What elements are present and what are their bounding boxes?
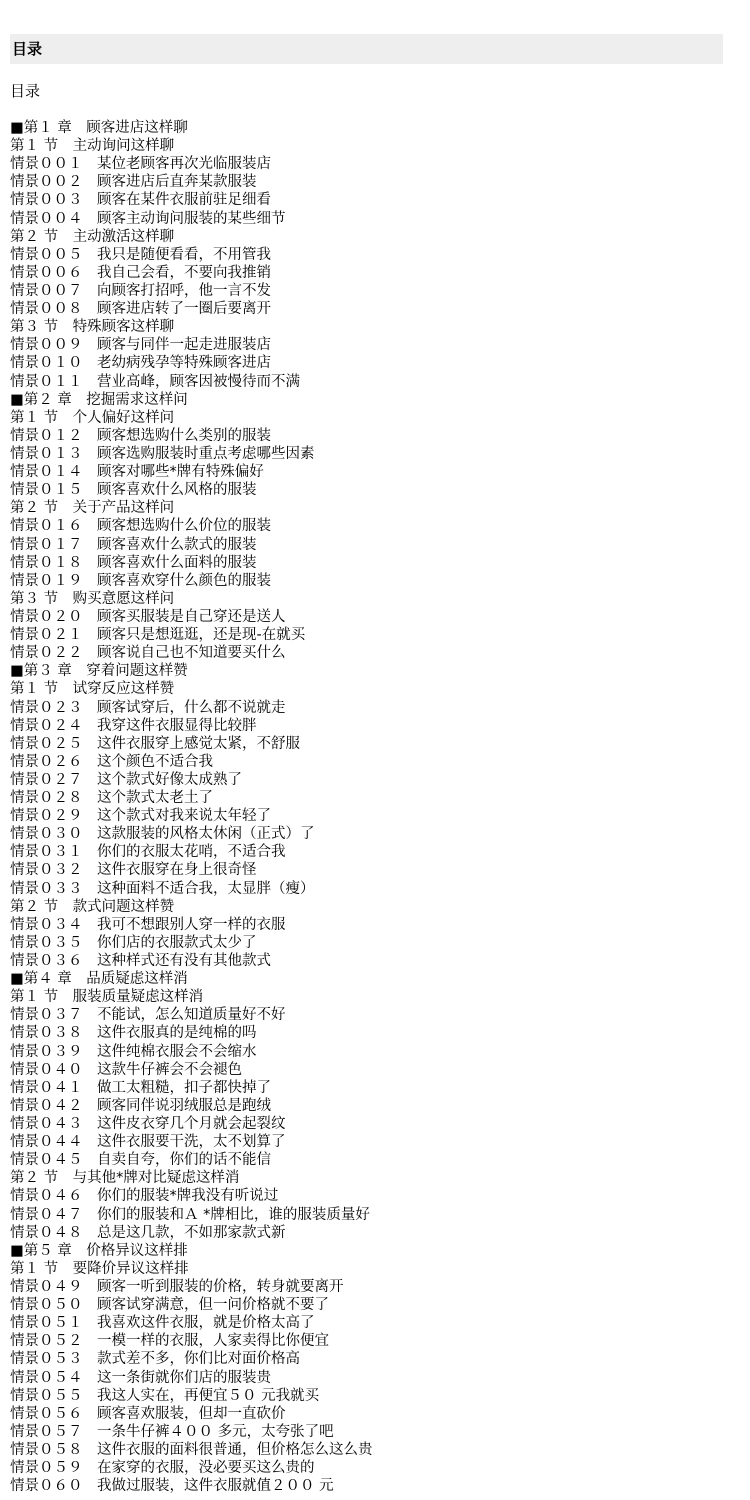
toc-scene: 情景０４０ 这款牛仔裤会不会褪色 [10, 1061, 242, 1078]
toc-scene: 情景０２５ 这件衣服穿上感觉太紧，不舒服 [10, 735, 300, 752]
toc-scene: 情景０２４ 我穿这件衣服显得比较胖 [10, 717, 257, 734]
toc-scene: 情景０１８ 顾客喜欢什么面料的服装 [10, 554, 257, 571]
toc-scene: 情景０１５ 顾客喜欢什么风格的服装 [10, 482, 257, 499]
toc-scene: 情景０３１ 你们的衣服太花哨，不适合我 [10, 844, 286, 861]
toc-scene: 情景００５ 我只是随便看看，不用管我 [10, 246, 271, 263]
toc-scene: 情景０１９ 顾客喜欢穿什么颜色的服装 [10, 572, 271, 589]
toc-scene: 情景０５７ 一条牛仔裤４００ 多元，太夸张了吧 [10, 1423, 334, 1440]
toc-section: 第２ 节 主动激活这样聊 [10, 228, 175, 245]
toc-scene: 情景０３３ 这种面料不适合我，太显胖（瘦） [10, 880, 315, 897]
toc-scene: 情景０４５ 自卖自夸，你们的话不能信 [10, 1152, 271, 1169]
toc-scene: 情景０５４ 这一条街就你们店的服装贵 [10, 1369, 271, 1386]
toc-scene: 情景０５０ 顾客试穿满意，但一问价格就不要了 [10, 1297, 329, 1314]
toc-scene: 情景０５８ 这件衣服的面料很普通，但价格怎么这么贵 [10, 1441, 373, 1458]
toc-scene: 情景００７ 向顾客打招呼，他一言不发 [10, 282, 271, 299]
toc-scene: 情景００８ 顾客进店转了一圈后要离开 [10, 301, 271, 318]
toc-scene: 情景０３０ 这款服装的风格太休闲（正式）了 [10, 826, 315, 843]
toc-scene: 情景０３８ 这件衣服真的是纯棉的吗 [10, 1025, 257, 1042]
toc-scene: 情景０３６ 这种样式还有没有其他款式 [10, 953, 271, 970]
toc-scene: 情景０４８ 总是这几款，不如那家款式新 [10, 1224, 286, 1241]
toc-scene: 情景０４２ 顾客同伴说羽绒服总是跑绒 [10, 1097, 271, 1114]
toc-section: 第１ 节 服装质量疑虑这样消 [10, 989, 204, 1006]
toc-section: 第３ 节 购买意愿这样问 [10, 590, 175, 607]
toc-scene: 情景００６ 我自己会看，不要向我推销 [10, 264, 271, 281]
toc-scene: 情景００４ 顾客主动询问服装的某些细节 [10, 210, 286, 227]
toc-scene: 情景０２８ 这个款式太老土了 [10, 790, 213, 807]
toc-scene: 情景０５５ 我这人实在，再便宜５０ 元我就买 [10, 1387, 320, 1404]
toc-scene: 情景００９ 顾客与同伴一起走进服装店 [10, 337, 271, 354]
toc-section: 第３ 节 特殊顾客这样聊 [10, 319, 175, 336]
toc-scene: 情景０１６ 顾客想选购什么价位的服装 [10, 518, 271, 535]
toc-scene: 情景０３７ 不能试，怎么知道质量好不好 [10, 1007, 286, 1024]
toc-scene: 情景００１ 某位老顾客再次光临服装店 [10, 156, 271, 173]
toc-scene: 情景００３ 顾客在某件衣服前驻足细看 [10, 192, 271, 209]
toc-scene: 情景０４３ 这件皮衣穿几个月就会起裂纹 [10, 1116, 286, 1133]
table-of-contents [10, 119, 730, 1495]
toc-section: 第１ 节 个人偏好这样问 [10, 409, 175, 426]
toc-scene: 情景０３４ 我可不想跟别人穿一样的衣服 [10, 916, 286, 933]
toc-scene: 情景０１０ 老幼病残孕等特殊顾客进店 [10, 355, 271, 372]
toc-scene: 情景０５２ 一模一样的衣服，人家卖得比你便宜 [10, 1333, 329, 1350]
toc-heading: 目录 [10, 82, 41, 100]
toc-section: 第１ 节 主动询问这样聊 [10, 138, 175, 155]
toc-scene: 情景０４６ 你们的服装*牌我没有听说过 [10, 1188, 279, 1205]
toc-scene: 情景０５１ 我喜欢这件衣服，就是价格太高了 [10, 1315, 315, 1332]
header-bar [10, 34, 723, 64]
toc-scene: 情景０４９ 顾客一听到服装的价格，转身就要离开 [10, 1279, 344, 1295]
toc-chapter: ■第２ 章 挖掘需求这样问 [10, 391, 188, 408]
toc-scene: 情景０３９ 这件纯棉衣服会不会缩水 [10, 1043, 257, 1060]
toc-scene: 情景０４７ 你们的服装和Ａ *牌相比，谁的服装质量好 [10, 1206, 370, 1223]
toc-chapter: ■第１ 章 顾客进店这样聊 [10, 120, 188, 136]
toc-scene: 情景０１７ 顾客喜欢什么款式的服装 [10, 536, 257, 553]
toc-section: 第２ 节 款式问题这样赞 [10, 898, 175, 915]
toc-scene: 情景０３２ 这件衣服穿在身上很奇怪 [10, 862, 257, 879]
toc-scene: 情景０６０ 我做过服装，这件衣服就值２００ 元 [10, 1478, 334, 1495]
toc-scene: 情景０１３ 顾客选购服装时重点考虑哪些因素 [10, 445, 315, 462]
toc-section: 第２ 节 关于产品这样问 [10, 500, 175, 517]
toc-section: 第１ 节 试穿反应这样赞 [10, 681, 175, 698]
toc-scene: 情景０２１ 顾客只是想逛逛，还是现-在就买 [10, 627, 306, 644]
page-title: 目录 [12, 40, 43, 58]
toc-scene: 情景０４１ 做工太粗糙，扣子都快掉了 [10, 1079, 271, 1096]
toc-scene: 情景００２ 顾客进店后直奔某款服装 [10, 174, 257, 191]
toc-scene: 情景０２９ 这个款式对我来说太年轻了 [10, 808, 271, 825]
toc-scene: 情景０２０ 顾客买服装是自己穿还是送人 [10, 608, 286, 625]
toc-section: 第１ 节 要降价异议这样排 [10, 1260, 189, 1277]
toc-scene: 情景０２２ 顾客说自己也不知道要买什么 [10, 645, 286, 662]
toc-scene: 情景０３５ 你们店的衣服款式太少了 [10, 934, 257, 951]
toc-scene: 情景０１２ 顾客想选购什么类别的服装 [10, 427, 271, 444]
toc-chapter: ■第３ 章 穿着问题这样赞 [10, 663, 188, 680]
toc-scene: 情景０１４ 顾客对哪些*牌有特殊偏好 [10, 464, 264, 481]
toc-scene: 情景０１１ 营业高峰，顾客因被慢待而不满 [10, 373, 300, 390]
toc-scene: 情景０５６ 顾客喜欢服装，但却一直砍价 [10, 1405, 286, 1422]
toc-chapter: ■第５ 章 价格异议这样排 [10, 1242, 188, 1259]
toc-scene: 情景０２６ 这个颜色不适合我 [10, 753, 213, 770]
toc-chapter: ■第４ 章 品质疑虑这样消 [10, 971, 188, 988]
toc-scene: 情景０２７ 这个款式好像太成熟了 [10, 771, 242, 788]
toc-scene: 情景０５９ 在家穿的衣服，没必要买这么贵的 [10, 1460, 315, 1477]
toc-scene: 情景０４４ 这件衣服要干洗，太不划算了 [10, 1134, 286, 1151]
toc-section: 第２ 节 与其他*牌对比疑虑这样消 [10, 1170, 240, 1187]
toc-scene: 情景０５３ 款式差不多，你们比对面价格高 [10, 1351, 300, 1368]
toc-scene: 情景０２３ 顾客试穿后，什么都不说就走 [10, 699, 286, 716]
